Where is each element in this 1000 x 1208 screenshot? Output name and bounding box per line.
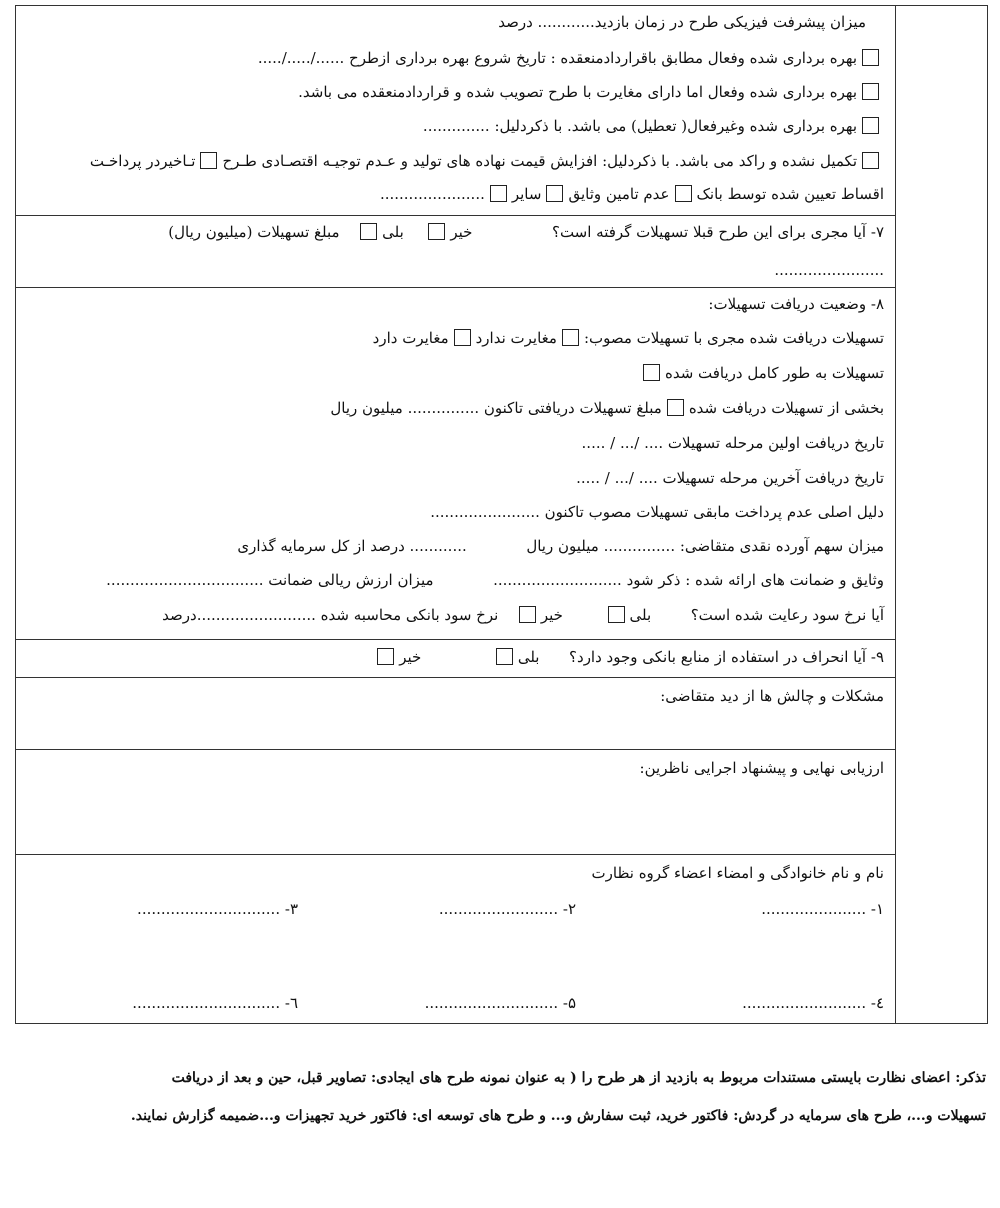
checkbox-rate-yes[interactable] (608, 606, 625, 623)
facility-match-line: تسهیلات دریافت شده مجری با تسهیلات مصوب:مغایرت نداردمغایرت دارد (372, 329, 884, 347)
form-table (15, 5, 988, 1024)
checkbox-prev-yes[interactable] (360, 223, 377, 240)
signature-3: ۳- .............................. (137, 900, 298, 918)
prev-amount-dots: ....................... (774, 261, 884, 279)
signature-5: ۵- ............................ (424, 994, 576, 1012)
checkbox-active-compliant[interactable] (862, 49, 879, 66)
section-previous-facilities (16, 216, 896, 288)
facility-full-line: تسهیلات به طور کامل دریافت شده (24, 363, 884, 383)
checkbox-full[interactable] (643, 364, 660, 381)
note-line-1: تذکر: اعضای نظارت بایستی مستندات مربوط به بازدید از هر طرح را ( به عنوان نمونه طرح های ایجادی: تصاویر قبل، حین و بعد از دریافت (171, 1070, 986, 1086)
signature-1: ۱- ...................... (761, 900, 884, 918)
facility-status-title: ۸- وضعیت دریافت تسهیلات: (708, 295, 884, 313)
section-signatures (16, 855, 896, 1023)
side-column (895, 6, 987, 1023)
deviation-line: ۹- آیا انحراف در استفاده از منابع بانکی وجود دارد؟ بلی خیر (24, 647, 884, 667)
section-deviation (16, 640, 896, 678)
checkbox-bank-installments[interactable] (675, 185, 692, 202)
first-date-line: تاریخ دریافت اولین مرحله تسهیلات .... /... / ..... (581, 434, 884, 452)
checkbox-partial[interactable] (667, 399, 684, 416)
problems-label: مشکلات و چالش ها از دید متقاضی: (660, 687, 884, 705)
previous-facilities-line: ۷- آیا مجری برای این طرح قبلا تسهیلات گرفته است؟ خیر بلی مبلغ تسهیلات (میلیون ریال) (168, 223, 884, 241)
checkbox-no-diff[interactable] (562, 329, 579, 346)
section-project-status (16, 6, 896, 216)
checkbox-deviation-no[interactable] (377, 648, 394, 665)
signature-6: ٦- ............................... (132, 994, 298, 1012)
checkbox-inactive[interactable] (862, 117, 879, 134)
checkbox-active-noncompliant[interactable] (862, 83, 879, 100)
facility-partial-line: بخشی از تسهیلات دریافت شدهمبلغ تسهیلات دریافتی تاکنون ............... میلیون ریال (330, 399, 884, 417)
collateral-line: وثایق و ضمانت های ارائه شده : ذکر شود ........................... میزان ارزش ریالی ضمانت ................................. (106, 571, 884, 589)
progress-line: میزان پیشرفت فیزیکی طرح در زمان بازدید............ درصد (498, 13, 866, 31)
evaluation-label: ارزیابی نهایی و پیشنهاد اجرایی ناظرین: (639, 759, 884, 777)
signature-2: ۲- ......................... (438, 900, 576, 918)
signature-4: ٤- .......................... (742, 994, 884, 1012)
option-inactive: بهره برداری شده وغیرفعال( تعطیل) می باشد. با ذکردلیل: .............. (24, 116, 884, 136)
checkbox-prev-no[interactable] (428, 223, 445, 240)
section-evaluation (16, 750, 896, 855)
option-active-compliant: بهره برداری شده وفعال مطابق باقراردادمنعقده : تاریخ شروع بهره برداری ازطرح ....../...../..... (24, 48, 884, 68)
last-date-line: تاریخ دریافت آخرین مرحله تسهیلات .... /... / ..... (576, 469, 884, 487)
checkbox-collateral[interactable] (546, 185, 563, 202)
signatures-title: نام و نام خانوادگی و امضاء اعضاء گروه نظارت (591, 864, 884, 882)
checkbox-has-diff[interactable] (454, 329, 471, 346)
reason-line: دلیل اصلی عدم پرداخت مابقی تسهیلات مصوب تاکنون ....................... (430, 503, 884, 521)
checkbox-other[interactable] (490, 185, 507, 202)
checkbox-incomplete[interactable] (862, 152, 879, 169)
section-facility-status (16, 288, 896, 640)
option-active-noncompliant: بهره برداری شده وفعال اما دارای مغایرت با طرح تصویب شده و قراردادمنعقده می باشد. (24, 82, 884, 102)
checkbox-payment-delay[interactable] (200, 152, 217, 169)
option-incomplete-reasons: اقساط تعیین شده توسط بانکعدم تامین وثایقسایر...................... (379, 185, 884, 203)
cash-share-line: میزان سهم آورده نقدی متقاضی: ............... میلیون ریال ............ درصد از کل سرمایه گذاری (237, 537, 884, 555)
section-problems (16, 678, 896, 750)
checkbox-rate-no[interactable] (519, 606, 536, 623)
checkbox-deviation-yes[interactable] (496, 648, 513, 665)
option-incomplete: تکمیل نشده و راکد می باشد. با ذکردلیل: افزایش قیمت نهاده های تولید و عـدم توجیـه اقتصـادی طـرحتـاخیردر پرداخـت (24, 151, 884, 171)
note-line-2: تسهیلات و...، طرح های سرمایه در گردش: فاکتور خرید، ثبت سفارش و... و طرح های توسعه ای: فاکتور خرید تجهیزات و...ضمیمه گزارش نمایند. (130, 1108, 986, 1124)
interest-rate-line: آیا نرخ سود رعایت شده است؟ بلی خیر نرخ سود بانکی محاسبه شده .........................درصد (162, 606, 884, 624)
